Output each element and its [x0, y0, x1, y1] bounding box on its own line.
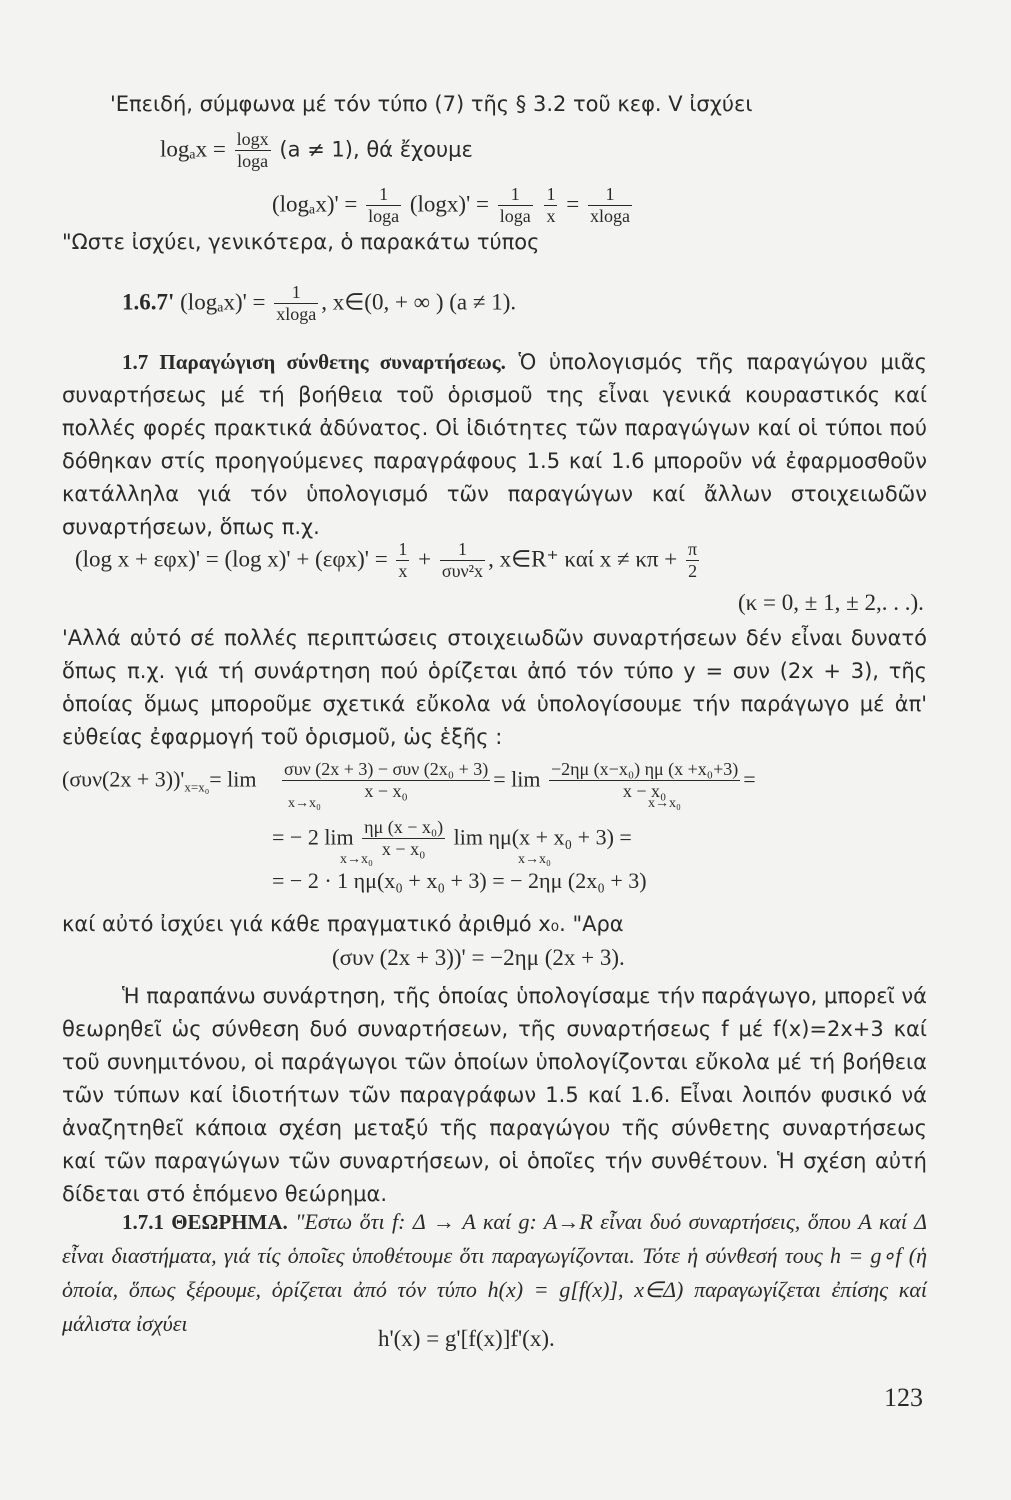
eq3-fraction-1 [396, 540, 409, 582]
eq5-fraction [362, 818, 445, 860]
eq4-eq1: = lim [209, 766, 257, 792]
eq1-lhs: logₐx = [160, 136, 226, 162]
chain-rule-formula: h'(x) = g'[f(x)]f'(x). [378, 1326, 555, 1351]
eq3-den-3: 2 [688, 560, 698, 581]
eq2-den-3: x [546, 205, 556, 226]
eq4-limit-under-1: x→x₀ [288, 796, 321, 811]
eq2-den-1: loga [368, 205, 400, 226]
page-number: 123 [884, 1383, 923, 1412]
eq5-den: x − x₀ [381, 838, 426, 859]
eq2-num-3: 1 [546, 184, 556, 204]
eq2-fraction-3 [544, 185, 557, 227]
eq3-num-2: 1 [440, 540, 485, 561]
theorem-title: 1.7.1 ΘΕΩΡΗΜΑ. [122, 1210, 288, 1234]
eq4-den-1: x − x₀ [364, 780, 408, 801]
eq1-numerator: logx [236, 129, 269, 149]
real-number-line: καί αὐτό ἰσχύει γιά κάθε πραγματικό ἀριθμό x₀. "Αρα [62, 912, 624, 936]
eq4-lhs: (συν(2x + 3))' [62, 766, 185, 792]
eq3-rest: , x∈R⁺ καί x ≠ κπ + [488, 546, 678, 572]
eq2-num-2: 1 [498, 185, 533, 206]
eq3-lhs: (log x + εφx)' = (log x)' + (εφx)' = [75, 546, 388, 572]
eq5-limit-under-1: x→x₀ [340, 852, 373, 867]
eq1-fraction [235, 130, 271, 172]
eq4-num-1: συν (2x + 3) − συν (2x₀ + 3) [284, 759, 489, 779]
eq3-plus: + [418, 546, 432, 572]
eq4-fraction-2 [549, 760, 740, 802]
eq2-num-1: 1 [366, 185, 401, 206]
eq4-sub: x=x₀ [184, 779, 210, 795]
formula-1-6-7 [122, 283, 516, 325]
eq2-equals: = [566, 191, 580, 217]
eq3-num-3: π [688, 539, 698, 559]
formula-num: 1 [274, 283, 318, 304]
section-text: Ὁ ὑπολογισμός τῆς παραγώγου μιᾶς συναρτήσεως μέ τή βοήθεια τοῦ ὁρισμοῦ της εἶναι γενικά κουραστικός καί πολλές φορές πρακτικά ἀδύνατος. Οἱ ἰδιότητες τῶν παραγώγων καί οἱ τύποι πού δόθηκαν στίς προηγούμενες παραγράφους 1.5 καί 1.6 μποροῦν νά ἐφαρμοσθοῦν κατάλληλα γιά τόν ὑπολογισμό τῶν παραγώγων καί ἄλλων στοιχειωδῶν συναρτήσεων, ὅπως π.χ. [62, 350, 927, 539]
eq3-den-2: συν²x [441, 560, 484, 581]
formula-label: 1.6.7' [122, 289, 175, 315]
eq3-num-1: 1 [398, 539, 408, 559]
eq4-den-2: x − x₀ [622, 780, 667, 801]
formula-den: xloga [276, 303, 317, 324]
eq1-denominator: loga [237, 150, 269, 171]
sin-limit-equation [272, 818, 632, 860]
hence-line: "Ωστε ἰσχύει, γενικότερα, ὁ παρακάτω τύπος [62, 230, 540, 254]
log-base-change-equation [160, 130, 473, 172]
eq5-rest: lim ημ(x + x₀ + 3) = [453, 824, 632, 850]
formula-lhs: (logₐx)' = [180, 289, 266, 315]
composition-paragraph: Ἡ παραπάνω συνάρτηση, τῆς ὁποίας ὑπολογίσαμε τήν παράγωγο, μπορεῖ νά θεωρηθεῖ ὡς σύνθεση δυό συναρτήσεων, τῆς συναρτήσεως f μέ f(x)=2x+3 καί τοῦ συνημιτόνου, οἱ παράγωγοι τῶν ὁποίων ὑπολογίζονται εὔκολα μέ τή βοήθεια τῶν τύπων καί ἰδιοτήτων τῶν παραγράφων 1.5 καί 1.6. Εἶναι λοιπόν φυσικό νά ἀναζητηθεῖ κάποια σχέση μεταξύ τῆς παραγώγου τῆς σύνθετης συναρτήσεως καί τῶν παραγώγων τῶν συναρτήσεων, οἱ ὁποῖες τήν συνθέτουν. Ἡ σχέση αὐτή δίδεται στό ἑπόμενο θεώρημα. [62, 984, 927, 1206]
eq2-den-2: loga [499, 205, 531, 226]
cos-derivative-result: (συν (2x + 3))' = −2ημ (2x + 3). [332, 945, 625, 970]
eq4-limit-under-2: x→x₀ [648, 796, 681, 811]
eq3-fraction-2 [440, 540, 485, 582]
log-derivative-equation [272, 185, 635, 227]
eq2-num-4: 1 [588, 185, 632, 206]
eq3-fraction-3 [686, 540, 699, 582]
eq2-fraction-4 [588, 185, 632, 227]
eq2-mid: (logx)' = [409, 191, 489, 217]
theorem-text: "Εστω ὅτι f: Δ → A καί g: A→R εἶναι δυό συναρτήσεις, ὅπου A καί Δ εἶναι διαστήματα, γιά τίς ὁποῖες ὑποθέτουμε ὅτι παραγωγίζονται. Τότε ἡ σύνθεσή τους h = g∘f (ἡ ὁποία, ὅπως ξέρουμε, ὁρίζεται ἀπό τόν τύπο h(x) = g[f(x)], x∈Δ) παραγωγίζεται ἐπίσης καί μάλιστα ἰσχύει [62, 1209, 928, 1336]
final-limit-result: = − 2 · 1 ημ(x₀ + x₀ + 3) = − 2ημ (2x₀ + 3) [272, 868, 647, 893]
paragraph-cos-example: 'Αλλά αὐτό σέ πολλές περιπτώσεις στοιχειωδῶν συναρτήσεων δέν εἶναι δυνατό ὅπως π.χ. γιά τή συνάρτηση πού ὁρίζεται ἀπό τόν τύπο y = συν (2x + 3), τῆς ὁποίας ὅμως μποροῦμε σχετικά εὔκολα νά ὑπολογίσουμε τήν παράγωγο μέ ἀπ' εὐθείας ἐφαρμογή τοῦ ὁρισμοῦ, ὡς ἑξῆς : [62, 626, 927, 749]
kappa-values: (κ = 0, ± 1, ± 2,. . .). [738, 590, 924, 615]
eq2-den-4: xloga [589, 205, 630, 226]
formula-fraction [274, 283, 318, 325]
intro-line: 'Επειδή, σύμφωνα μέ τόν τύπο (7) τῆς § 3.2 τοῦ κεφ. V ἰσχύει [110, 92, 753, 116]
eq1-rest: (a ≠ 1), θά ἔχουμε [279, 137, 473, 162]
log-tan-derivative-equation [75, 540, 702, 582]
section-title: 1.7 Παραγώγιση σύνθετης συναρτήσεως. [122, 350, 506, 374]
eq5-num: ημ (x − x₀) [364, 817, 444, 837]
eq4-eq2: = lim [493, 766, 541, 792]
eq2-lhs: (logₐx)' = [272, 191, 358, 217]
formula-rest: , x∈(0, + ∞ ) (a ≠ 1). [321, 289, 517, 315]
eq4-eq3: = [743, 766, 756, 792]
eq3-den-1: x [398, 560, 408, 581]
eq4-num-2: −2ημ (x−x₀) ημ (x +x₀+3) [550, 759, 739, 779]
theorem-1-7-1 [62, 1205, 927, 1341]
eq2-fraction-2 [498, 185, 533, 227]
eq5-lhs: = − 2 lim [272, 824, 354, 850]
eq2-fraction-1 [366, 185, 401, 227]
section-1-7-paragraph [62, 346, 927, 544]
eq5-limit-under-2: x→x₀ [518, 852, 551, 867]
